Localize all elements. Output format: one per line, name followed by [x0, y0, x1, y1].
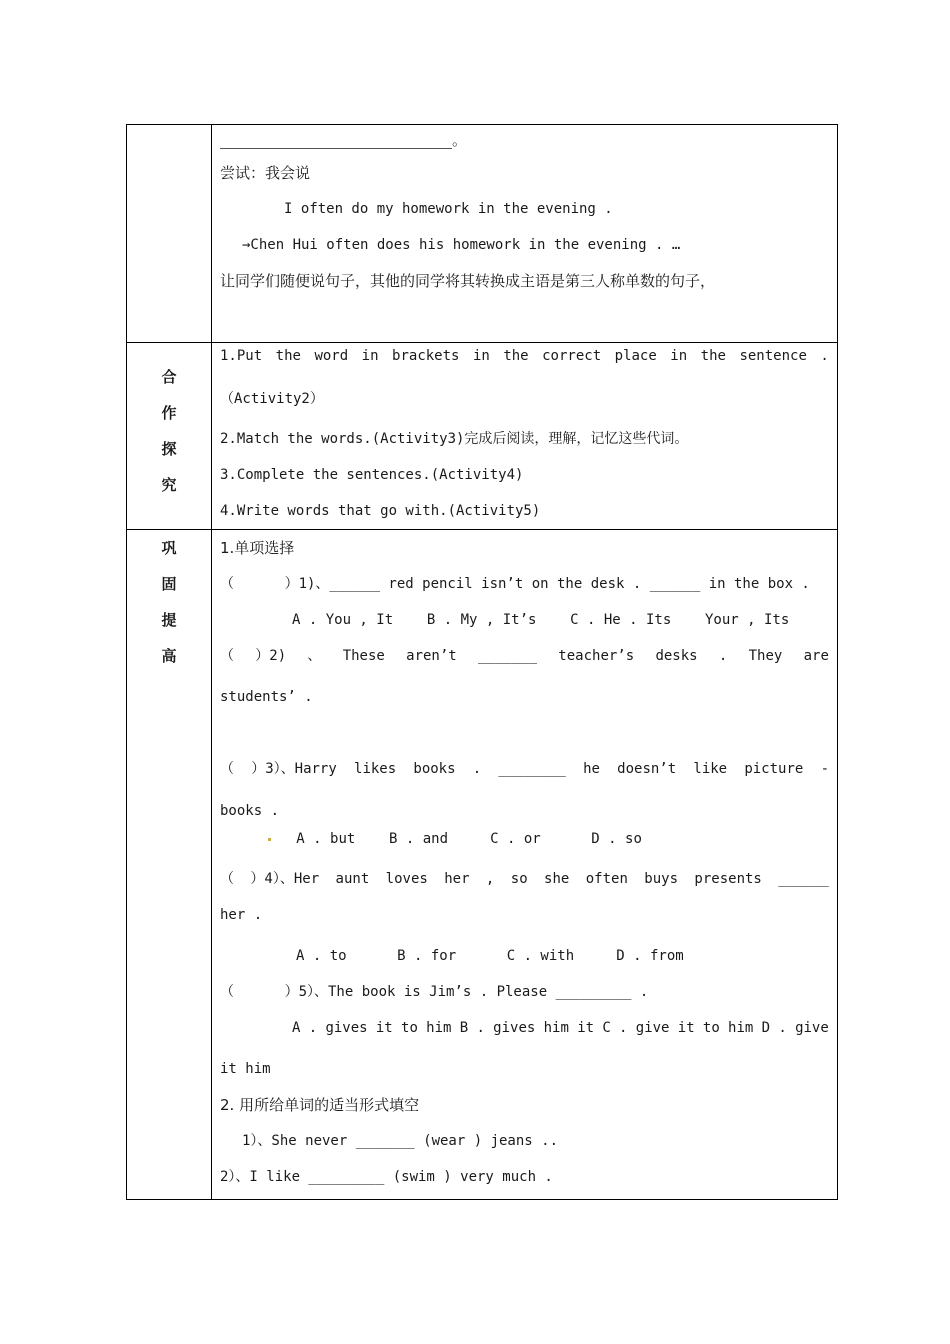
row-practice — [127, 125, 838, 343]
activity-item-4: 4.Write words that go with.(Activity5) — [220, 503, 541, 519]
part2-heading: 2. 用所给单词的适当形式填空 — [220, 1096, 420, 1114]
row-cooperation — [127, 343, 838, 530]
activity-item-1: 1.Put the word in brackets in the correct place in the sentence . — [220, 348, 829, 364]
question-2-options — [220, 715, 837, 751]
example-sentence-2: →Chen Hui often does his homework in the evening . … — [242, 237, 681, 253]
label-char: 作 — [161, 404, 177, 422]
label-char: 究 — [161, 476, 177, 494]
question-5-cont: it him — [220, 1061, 271, 1077]
question-4-options: A . to B . for C . with D . from — [296, 948, 684, 964]
practice-content — [212, 125, 838, 343]
activity-item-2: 2.Match the words.(Activity3)完成后阅读，理解，记忆这些代词。 — [220, 431, 689, 447]
question-4-cont: her . — [220, 907, 263, 923]
activity-item-1-cont: （Activity2） — [220, 391, 324, 407]
label-consolidation — [127, 530, 212, 1200]
fill-blank-1: 1）、She never _______ (wear ) jeans .. — [242, 1133, 559, 1149]
label-char: 合 — [161, 368, 177, 386]
label-char: 巩 — [161, 539, 177, 557]
question-2: （ ）2) 、 These aren’t _______ teacher’s desks . They are — [220, 648, 829, 664]
label-cell-empty — [127, 125, 212, 343]
answer-blank-line: 。 — [220, 125, 837, 155]
activity-item-3: 3.Complete the sentences.(Activity4) — [220, 467, 524, 483]
label-char: 固 — [161, 575, 177, 593]
consolidation-content — [212, 530, 838, 1200]
question-1: （ ）1)、______ red pencil isn’t on the desk . ______ in the box . — [220, 576, 810, 592]
label-char: 提 — [161, 611, 177, 629]
question-3: （ ）3）、Harry likes books . ________ he doesn’t like picture - — [220, 761, 829, 777]
question-5: （ ）5）、The book is Jim’s . Please _________ . — [220, 984, 649, 1000]
question-5-options: A . gives it to him B . gives him it C . give it to him D . give — [292, 1020, 829, 1036]
fill-blank-2: 2）、I like _________ (swim ) very much . — [220, 1169, 553, 1185]
question-3-options: A . but B . and C . or D . so — [220, 821, 837, 857]
stray-mark — [268, 838, 271, 841]
worksheet-table — [126, 124, 838, 1200]
instruction-text: 让同学们随便说句子，其他的同学将其转换成主语是第三人称单数的句子， — [220, 272, 716, 290]
try-heading: 尝试：我会说 — [220, 164, 311, 182]
row-consolidation — [127, 530, 838, 1200]
label-char: 高 — [161, 647, 177, 665]
question-4: （ ）4）、Her aunt loves her , so she often buys presents ______ — [220, 871, 829, 887]
example-sentence-1: I often do my homework in the evening . — [284, 201, 613, 217]
label-cooperation — [127, 343, 212, 530]
cooperation-content — [212, 343, 838, 530]
question-2-cont: students’ . — [220, 689, 313, 705]
label-char: 探 — [161, 440, 177, 458]
blank-underline — [220, 134, 452, 149]
part1-heading: 1.单项选择 — [220, 539, 295, 557]
question-1-options: A . You , It B . My , It’s C . He . Its Your , Its — [292, 612, 790, 628]
question-3-cont: books . — [220, 803, 280, 819]
